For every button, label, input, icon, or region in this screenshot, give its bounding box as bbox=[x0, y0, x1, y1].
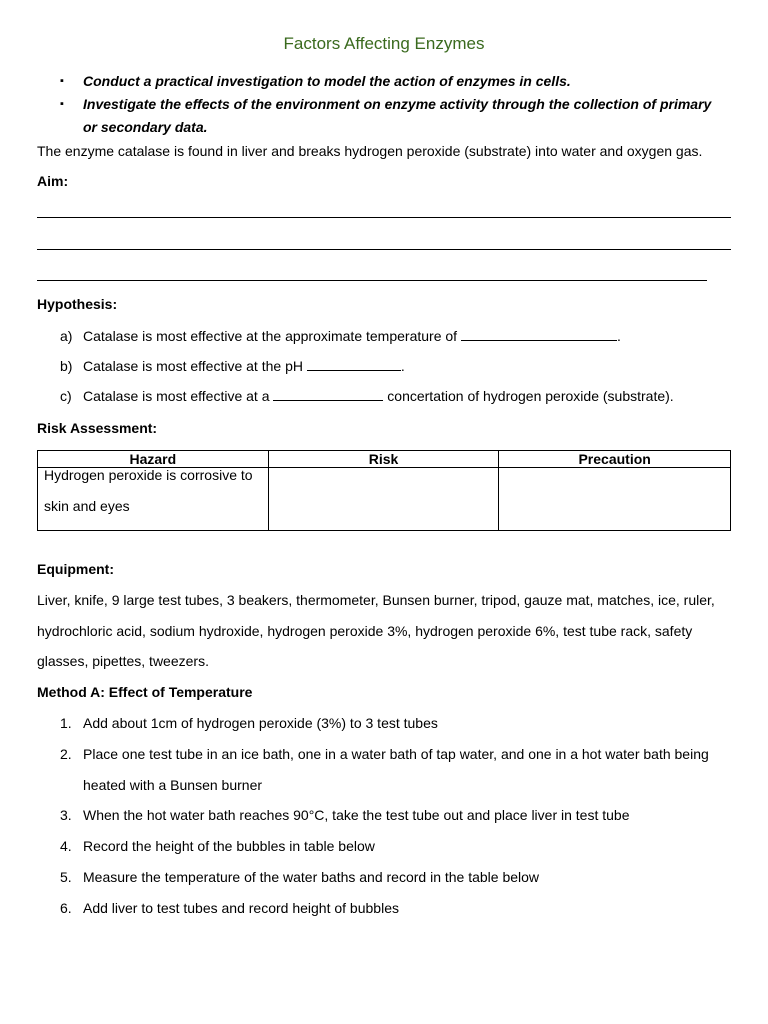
method-step: Record the height of the bubbles in table below bbox=[83, 838, 375, 854]
aim-label: Aim: bbox=[37, 173, 69, 189]
hypothesis-item-c bbox=[83, 388, 674, 404]
objective-2: Investigate the effects of the environment on enzyme activity through the collection of primary bbox=[83, 96, 712, 112]
hypothesis-a-end: . bbox=[616, 328, 621, 344]
intro-text: The enzyme catalase is found in liver and breaks hydrogen peroxide (substrate) into water and oxygen gas. bbox=[37, 143, 703, 159]
method-label: Method A: Effect of Temperature bbox=[37, 684, 253, 700]
temperature-blank[interactable] bbox=[461, 328, 617, 341]
equipment-line-1: Liver, knife, 9 large test tubes, 3 beakers, thermometer, Bunsen burner, tripod, gauze mat, matches, ice, ruler, bbox=[37, 592, 715, 608]
aim-answer-line-3[interactable] bbox=[37, 280, 707, 281]
risk-assessment-table bbox=[37, 450, 731, 531]
hypothesis-marker-b: b) bbox=[60, 358, 73, 374]
hazard-header: Hazard bbox=[38, 451, 269, 468]
bullet-square-icon: ▪ bbox=[60, 75, 64, 87]
method-step: When the hot water bath reaches 90°C, take the test tube out and place liver in test tube bbox=[83, 807, 630, 823]
ph-blank[interactable] bbox=[307, 358, 401, 371]
risk-cell[interactable] bbox=[268, 468, 499, 531]
hazard-cell bbox=[38, 468, 269, 531]
risk-assessment-label: Risk Assessment: bbox=[37, 420, 158, 436]
step-number: 5. bbox=[60, 869, 72, 885]
hypothesis-marker-a: a) bbox=[60, 328, 73, 344]
method-step: Add about 1cm of hydrogen peroxide (3%) to 3 test tubes bbox=[83, 715, 438, 731]
step-number: 2. bbox=[60, 746, 72, 762]
method-step: Add liver to test tubes and record height of bubbles bbox=[83, 900, 399, 916]
hypothesis-a-text: Catalase is most effective at the approximate temperature of bbox=[83, 328, 458, 344]
hazard-text: Hydrogen peroxide is corrosive to skin and eyes bbox=[44, 467, 253, 514]
aim-answer-line-1[interactable] bbox=[37, 217, 731, 218]
bullet-square-icon: ▪ bbox=[60, 98, 64, 110]
page-title: Factors Affecting Enzymes bbox=[283, 34, 485, 53]
method-step: Place one test tube in an ice bath, one in a water bath of tap water, and one in a hot water bath being bbox=[83, 746, 709, 762]
hypothesis-marker-c: c) bbox=[60, 388, 72, 404]
hypothesis-b-text: Catalase is most effective at the pH bbox=[83, 358, 303, 374]
objective-2-cont: or secondary data. bbox=[83, 119, 208, 135]
equipment-label: Equipment: bbox=[37, 561, 114, 577]
table-row bbox=[38, 468, 731, 531]
hypothesis-label: Hypothesis: bbox=[37, 296, 118, 312]
hypothesis-c-text: Catalase is most effective at a bbox=[83, 388, 270, 404]
hypothesis-c-end: concertation of hydrogen peroxide (substrate). bbox=[387, 388, 674, 404]
step-number: 6. bbox=[60, 900, 72, 916]
method-step: Measure the temperature of the water baths and record in the table below bbox=[83, 869, 540, 885]
risk-header: Risk bbox=[268, 451, 499, 468]
hypothesis-b-end: . bbox=[400, 358, 405, 374]
step-number: 4. bbox=[60, 838, 72, 854]
step-number: 1. bbox=[60, 715, 72, 731]
equipment-line-3: glasses, pipettes, tweezers. bbox=[37, 653, 209, 669]
aim-answer-line-2[interactable] bbox=[37, 249, 731, 250]
objective-1: Conduct a practical investigation to model the action of enzymes in cells. bbox=[83, 73, 571, 89]
step-number: 3. bbox=[60, 807, 72, 823]
precaution-header: Precaution bbox=[499, 451, 731, 468]
method-step-continued: heated with a Bunsen burner bbox=[83, 777, 263, 793]
concentration-blank[interactable] bbox=[273, 388, 383, 401]
hypothesis-item-b bbox=[83, 358, 405, 374]
precaution-cell[interactable] bbox=[499, 468, 731, 531]
equipment-line-2: hydrochloric acid, sodium hydroxide, hydrogen peroxide 3%, hydrogen peroxide 6%, test tube rack, safety bbox=[37, 623, 693, 639]
hypothesis-item-a bbox=[83, 328, 621, 344]
